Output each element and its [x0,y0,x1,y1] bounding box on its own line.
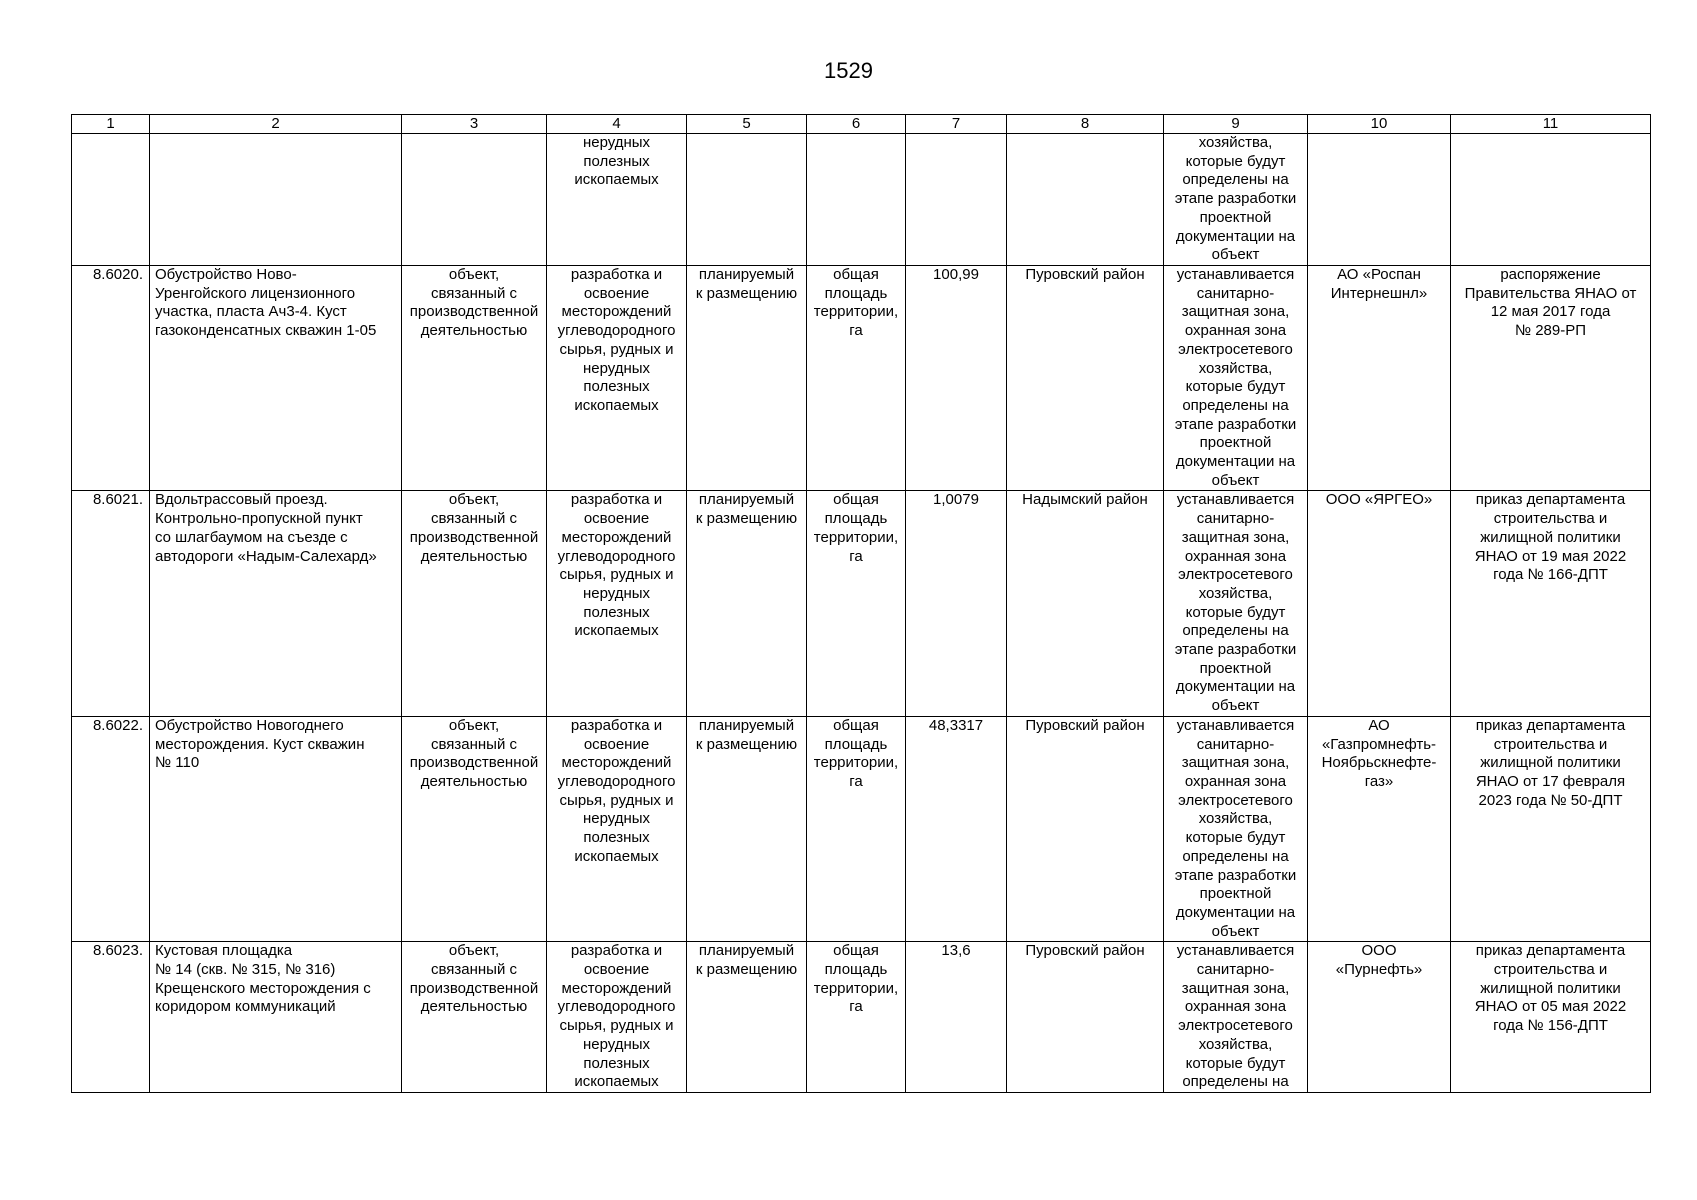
document-text: приказ департамента строительства и жилищной политики ЯНАО от 05 мая 2022 года № 156-ДПТ [1474,942,1627,1035]
cell-value [906,266,1007,491]
cell-status [687,134,807,266]
cell-object-type [402,266,547,491]
document-text: приказ департамента строительства и жилищной политики ЯНАО от 17 февраля 2023 года № 50-ДПТ [1475,716,1626,809]
cell-document [1451,491,1651,716]
cell-zone [1164,716,1308,941]
cell-organization [1308,491,1451,716]
cell-purpose [547,266,687,491]
object-type-text: объект, связанный с производственной деятельностью [409,716,539,790]
cell-organization [1308,134,1451,266]
cell-location [1007,491,1164,716]
purpose-text: нерудных полезных ископаемых [574,134,659,189]
column-header: 5 [687,115,807,134]
cell-value [906,134,1007,266]
object-type-text: объект, связанный с производственной деятельностью [409,491,539,565]
cell-document [1451,716,1651,941]
column-header: 10 [1308,115,1451,134]
status-text: планируемый к размещению [695,942,798,979]
cell-characteristic [807,716,906,941]
cell-location [1007,134,1164,266]
zone-text: устанавливается санитарно- защитная зона, охранная зона электросетевого хозяйства, которые будут определены на этапе разработки проектной документации на объект [1174,716,1297,940]
cell-value [906,942,1007,1093]
code-text: 8.6023. [92,942,143,960]
location-text: Пуровский район [1025,942,1145,960]
cell-characteristic [807,134,906,266]
organization-text: ООО «Пурнефть» [1335,942,1423,979]
cell-name [150,266,402,491]
cell-code [72,134,150,266]
name-text: Обустройство Ново- Уренгойского лицензионного участка, пласта Ач3-4. Куст газоконденсатных скважин 1-05 [155,266,377,340]
name-text: Обустройство Новогоднего месторождения. Куст скважин № 110 [155,716,365,772]
cell-object-type [402,134,547,266]
cell-code [72,942,150,1093]
cell-organization [1308,716,1451,941]
cell-zone [1164,942,1308,1093]
characteristic-text: общая площадь территории, га [813,266,899,340]
cell-document [1451,134,1651,266]
cell-organization [1308,942,1451,1093]
cell-object-type [402,716,547,941]
code-text: 8.6020. [92,266,143,283]
purpose-text: разработка и освоение месторождений углеводородного сырья, рудных и нерудных полезных ископаемых [557,942,676,1091]
code-text: 8.6021. [92,491,143,509]
column-header: 4 [547,115,687,134]
cell-code [72,716,150,941]
cell-status [687,491,807,716]
cell-purpose [547,491,687,716]
cell-purpose [547,716,687,941]
status-text: планируемый к размещению [695,266,798,302]
value-text: 13,6 [941,942,971,960]
zone-text: хозяйства, которые будут определены на этапе разработки проектной документации на объект [1174,134,1297,264]
cell-location [1007,942,1164,1093]
organization-text: ООО «ЯРГЕО» [1325,491,1433,509]
table-row [72,266,1651,491]
purpose-text: разработка и освоение месторождений углеводородного сырья, рудных и нерудных полезных ископаемых [557,491,676,640]
cell-code [72,266,150,491]
cell-name [150,134,402,266]
cell-name [150,491,402,716]
cell-name [150,716,402,941]
header-row [72,115,1651,134]
cell-zone [1164,491,1308,716]
cell-value [906,716,1007,941]
cell-object-type [402,942,547,1093]
organization-text: АО «Роспан Интернешнл» [1330,266,1428,302]
name-text: Кустовая площадка № 14 (скв. № 315, № 316) Крещенского месторождения с коридором коммуникаций [155,942,371,1016]
value-text: 100,99 [933,266,979,283]
object-type-text: объект, связанный с производственной деятельностью [409,942,539,1016]
column-header: 8 [1007,115,1164,134]
cell-document [1451,942,1651,1093]
registry-table [71,114,1651,1093]
purpose-text: разработка и освоение месторождений углеводородного сырья, рудных и нерудных полезных ископаемых [557,266,676,414]
organization-text: АО «Газпромнефть- Ноябрьскнефте- газ» [1321,716,1437,790]
cell-status [687,942,807,1093]
column-header: 9 [1164,115,1308,134]
column-header: 11 [1451,115,1651,134]
status-text: планируемый к размещению [695,491,798,528]
cell-characteristic [807,491,906,716]
column-header: 2 [150,115,402,134]
column-header: 3 [402,115,547,134]
cell-characteristic [807,266,906,491]
zone-text: устанавливается санитарно- защитная зона, охранная зона электросетевого хозяйства, которые будут определены на [1176,942,1295,1091]
cell-purpose [547,134,687,266]
column-header: 7 [906,115,1007,134]
column-header: 6 [807,115,906,134]
cell-location [1007,266,1164,491]
cell-purpose [547,942,687,1093]
table-row [72,942,1651,1093]
status-text: планируемый к размещению [695,716,798,753]
cell-status [687,266,807,491]
zone-text: устанавливается санитарно- защитная зона, охранная зона электросетевого хозяйства, которые будут определены на этапе разработки проектной документации на объект [1174,266,1297,489]
cell-zone [1164,266,1308,491]
table-row [72,716,1651,941]
location-text: Пуровский район [1025,716,1145,734]
object-type-text: объект, связанный с производственной деятельностью [409,266,539,340]
document-text: распоряжение Правительства ЯНАО от 12 мая 2017 года № 289-РП [1464,266,1637,340]
zone-text: устанавливается санитарно- защитная зона, охранная зона электросетевого хозяйства, которые будут определены на этапе разработки проектной документации на объект [1174,491,1297,715]
characteristic-text: общая площадь территории, га [813,716,899,790]
cell-object-type [402,491,547,716]
cell-document [1451,266,1651,491]
cell-characteristic [807,942,906,1093]
location-text: Пуровский район [1025,266,1145,283]
value-text: 48,3317 [928,716,984,734]
location-text: Надымский район [1022,491,1148,509]
cell-status [687,716,807,941]
name-text: Вдольтрассовый проезд. Контрольно-пропускной пункт со шлагбаумом на съезде с автодороги «Надым-Салехард» [155,491,377,565]
table-row [72,491,1651,716]
code-text: 8.6022. [92,716,143,734]
cell-zone [1164,134,1308,266]
cell-name [150,942,402,1093]
cell-location [1007,716,1164,941]
cell-value [906,491,1007,716]
continuation-row [72,134,1651,266]
cell-code [72,491,150,716]
characteristic-text: общая площадь территории, га [813,942,899,1016]
page-number: 1529 [824,58,873,83]
cell-organization [1308,266,1451,491]
document-text: приказ департамента строительства и жилищной политики ЯНАО от 19 мая 2022 года № 166-ДПТ [1474,491,1627,584]
purpose-text: разработка и освоение месторождений углеводородного сырья, рудных и нерудных полезных ископаемых [557,716,676,865]
column-header: 1 [72,115,150,134]
characteristic-text: общая площадь территории, га [813,491,899,565]
value-text: 1,0079 [933,491,979,509]
